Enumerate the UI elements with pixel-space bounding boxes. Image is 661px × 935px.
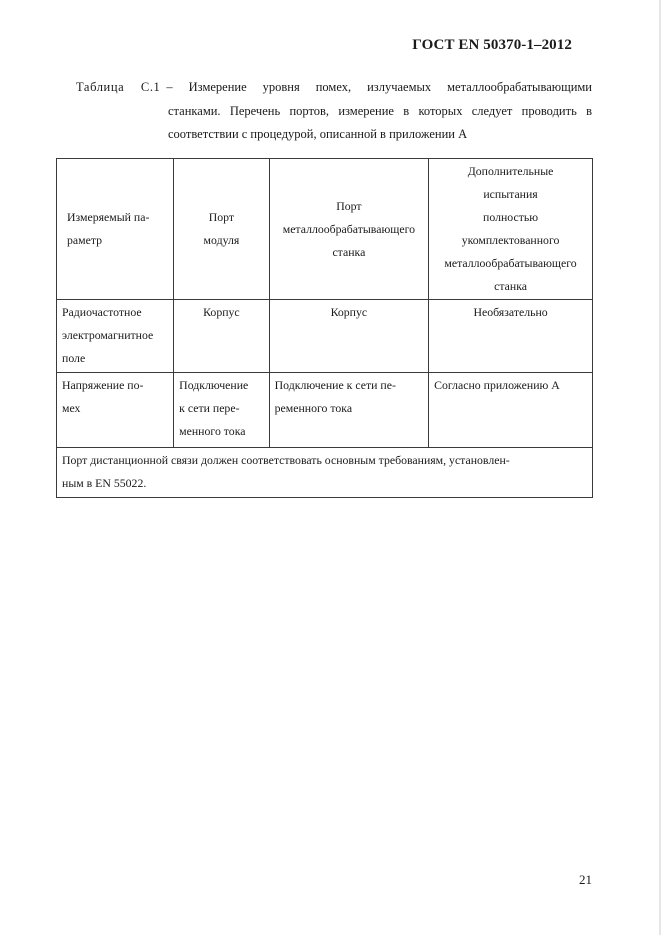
caption-text-1: – Измерение уровня помех, излучаемых металлообрабатывающими bbox=[166, 80, 592, 94]
table-row bbox=[57, 300, 593, 373]
cell-machine-port: Корпус bbox=[269, 300, 428, 373]
table-note: Порт дистанционной связи должен соответствовать основным требованиям, установлен- ным в EN 55022. bbox=[57, 448, 593, 498]
caption-line-3: соответствии с процедурой, описанной в приложении А bbox=[168, 127, 468, 141]
header-machine-port: Порт металлообрабатывающего станка bbox=[269, 159, 428, 300]
header-additional-tests: Дополнительные испытания полностью укомплектованного металлообрабатывающего станка bbox=[429, 159, 593, 300]
table-header-row bbox=[57, 159, 593, 300]
header-module-port: Порт модуля bbox=[174, 159, 269, 300]
ports-table bbox=[56, 158, 593, 498]
header-parameter: Измеряемый па- раметр bbox=[57, 159, 174, 300]
caption-label: Таблица С.1 bbox=[76, 80, 161, 94]
caption-line-2: станками. Перечень портов, измерение в которых следует проводить в bbox=[168, 103, 592, 118]
cell-additional-tests: Необязательно bbox=[429, 300, 593, 373]
standard-code-header: ГОСТ EN 50370-1–2012 bbox=[412, 37, 572, 53]
cell-additional-tests: Согласно приложению А bbox=[429, 373, 593, 448]
cell-parameter: Радиочастотное электромагнитное поле bbox=[57, 300, 174, 373]
cell-parameter: Напряжение по- мех bbox=[57, 373, 174, 448]
caption-line-1 bbox=[76, 76, 592, 100]
cell-machine-port: Подключение к сети пе- ременного тока bbox=[269, 373, 428, 448]
cell-module-port: Корпус bbox=[174, 300, 269, 373]
table-row bbox=[57, 373, 593, 448]
page-number: 21 bbox=[579, 872, 592, 887]
cell-module-port: Подключение к сети пере- менного тока bbox=[174, 373, 269, 448]
table-caption bbox=[76, 76, 592, 147]
table-note-row bbox=[57, 448, 593, 498]
